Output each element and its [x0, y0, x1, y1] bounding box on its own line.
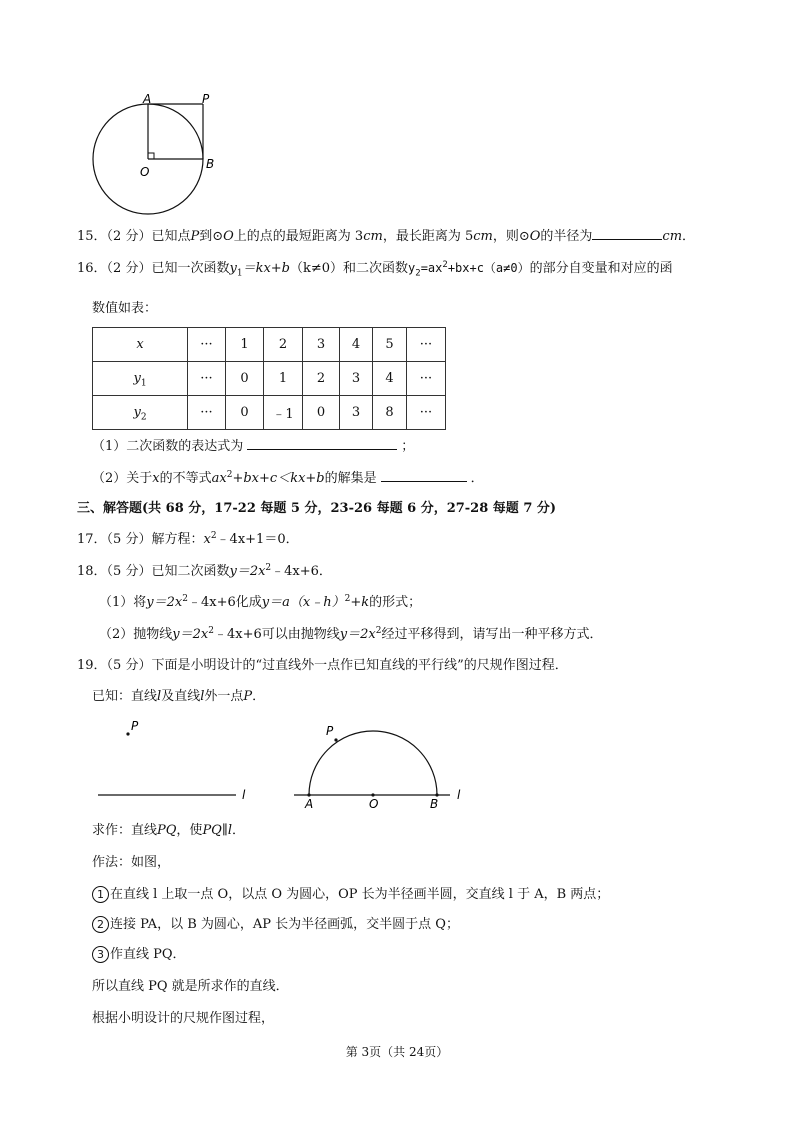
table-cell: 3 — [340, 362, 373, 396]
answer-blank-15[interactable] — [592, 227, 662, 240]
table-cell: 1 — [226, 328, 264, 362]
question-16-part2: （2）关于x的不等式$ax^2+bx+c<kx+b$的解集是 ． — [92, 470, 484, 486]
point-P — [334, 738, 337, 741]
step-number-icon: 3 — [92, 946, 109, 963]
question-19-step2: 2 连接 PA，以 B 为圆心，AP 长为半径画弧，交半圆于点 Q； — [92, 916, 459, 934]
table-cell: 8 — [373, 396, 407, 430]
table-row — [93, 396, 446, 430]
question-18-part1: （1）将$y=2x^2﹣4x+6$化成y＝a（x﹣h）$^2$+k的形式； — [99, 594, 422, 610]
label-A: A — [305, 797, 314, 811]
table-cell: 3 — [303, 328, 340, 362]
semicircle-figure — [290, 716, 480, 811]
label-P: P — [131, 719, 139, 733]
question-19-goal: 求作：直线PQ，使PQ∥l． — [92, 823, 246, 838]
label-P: P — [202, 92, 210, 106]
question-16: 16．（2 分）已知一次函数$y_1=kx+b(k\ne 0)$和二次函数$y_2=ax^2+bx+c(a\ne 0)$的部分自变量和对应的函 — [77, 260, 673, 279]
circle-square-figure — [88, 92, 228, 222]
table-cell: 0 — [303, 396, 340, 430]
row-head: $y_1$ — [93, 362, 188, 396]
table-cell: 0 — [226, 396, 264, 430]
table-cell: 2 — [264, 328, 303, 362]
table-row — [93, 362, 446, 396]
point-line-figure — [92, 716, 262, 806]
value-table — [92, 327, 446, 430]
label-l: l — [457, 788, 461, 802]
question-18-part2: （2）抛物线$y=2x^2﹣4x+6$可以由抛物线$y=2x^2$经过平移得到，请写出一种平移方式． — [99, 626, 603, 642]
question-16-line2: 数值如表： — [92, 301, 158, 316]
table-cell: ··· — [407, 328, 446, 362]
step-number-icon: 1 — [92, 886, 109, 903]
answer-blank-16-2[interactable] — [381, 469, 467, 482]
question-19-step1: 1 在直线 l 上取一点 O，以点 O 为圆心，OP 长为半径画半圆，交直线 l 于 A，B 两点； — [92, 886, 609, 904]
question-19-known: 已知：直线l及直线l外一点P． — [92, 689, 266, 704]
question-17: 17．（5 分）解方程：$x^2﹣4x+1=0$． — [77, 531, 299, 547]
table-cell: 4 — [373, 362, 407, 396]
question-19: 19．（5 分）下面是小明设计的“过直线外一点作已知直线的平行线”的尺规作图过程． — [77, 658, 568, 673]
table-cell: ··· — [407, 396, 446, 430]
page-footer: 第 3页（共 24页） — [345, 1045, 449, 1059]
question-19-step3: 3 作直线 PQ． — [92, 946, 186, 964]
label-A: A — [143, 92, 152, 106]
table-cell: ··· — [188, 362, 226, 396]
table-row — [93, 328, 446, 362]
right-angle-mark — [148, 153, 154, 159]
semicircle-arc — [309, 731, 437, 795]
table-cell: ··· — [188, 328, 226, 362]
table-cell: ··· — [188, 396, 226, 430]
question-19-conclusion: 所以直线 PQ 就是所求作的直线． — [92, 979, 289, 994]
label-O: O — [369, 797, 379, 811]
row-head: x — [93, 328, 188, 362]
step-number-icon: 2 — [92, 916, 109, 933]
label-B: B — [206, 157, 215, 171]
answer-blank-16-1[interactable] — [247, 437, 397, 450]
section-3-heading: 三、解答题(共 68 分，17-22 每题 5 分，23-26 每题 6 分，27-28 每题 7 分) — [77, 501, 557, 516]
question-18: 18．（5 分）已知二次函数$y=2x^2﹣4x+6$． — [77, 563, 332, 579]
table-cell: 5 — [373, 328, 407, 362]
label-l: l — [242, 788, 246, 802]
question-19-method: 作法：如图， — [92, 855, 171, 870]
point-P — [126, 732, 129, 735]
table-cell: 2 — [303, 362, 340, 396]
label-O: O — [140, 165, 150, 179]
question-15: 15．（2 分）已知点P到⊙O上的点的最短距离为 3cm，最长距离为 5cm，则⊙O的半径为 cm． — [77, 229, 696, 244]
table-cell: 4 — [340, 328, 373, 362]
table-cell: ﹣1 — [264, 396, 303, 430]
quadratic-expression: $y_2=ax^2+bx+c(a\ne 0)$ — [408, 260, 530, 279]
question-19-last: 根据小明设计的尺规作图过程， — [92, 1011, 275, 1026]
row-head: $y_2$ — [93, 396, 188, 430]
table-cell: 0 — [226, 362, 264, 396]
label-B: B — [430, 797, 439, 811]
table-cell: 3 — [340, 396, 373, 430]
label-P: P — [326, 724, 334, 738]
question-16-part1: （1）二次函数的表达式为 ； — [92, 439, 415, 454]
table-cell: 1 — [264, 362, 303, 396]
table-cell: ··· — [407, 362, 446, 396]
